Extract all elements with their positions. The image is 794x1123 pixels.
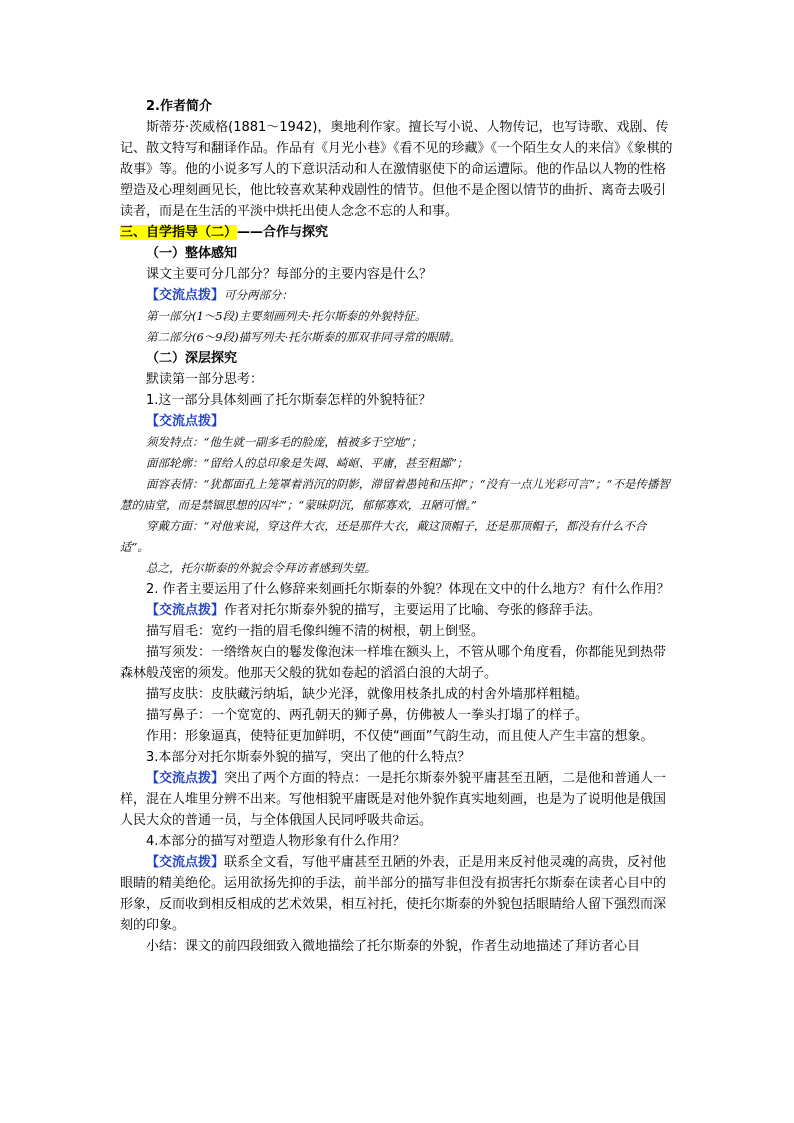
- question-1: 1.这一部分具体刻画了托尔斯泰怎样的外貌特征？: [146, 393, 432, 408]
- answer-parts: [120, 285, 675, 306]
- answer-1-summary: 总之，托尔斯泰的外貌会令拜访者感到失望。: [146, 561, 376, 575]
- answer-2-skin: 描写皮肤：皮肤藏污纳垢，缺少光泽，就像用枝条扎成的村舍外墙那样粗糙。: [146, 687, 589, 702]
- answer-part1: 第一部分(1～5段)主要刻画列夫·托尔斯泰的外貌特征。: [146, 309, 427, 323]
- summary-paragraph: 小结：课文的前四段细致入微地描绘了托尔斯泰的外貌，作者生动地描述了拜访者心目: [146, 939, 641, 954]
- answer-tag: 【交流点拨】: [146, 603, 225, 618]
- author-paragraph: 斯蒂芬·茨威格(1881～1942)，奥地利作家。擅长写小说、人物传记，也写诗歌、戏剧、传记、散文特写和翻译作品。作品有《月光小巷》《看不见的珍藏》《一个陌生女人的来信》《象棋的故事》等。他的小说多写人的下意识活动和人在激情驱使下的命运遭际。他的作品以人物的性格塑造及心理刻画见长，他比较喜欢某种戏剧性的情节。但他不是企图以情节的曲折、离奇去吸引读者，而是在生活的平淡中烘托出使人念念不忘的人和事。: [120, 120, 673, 219]
- heading-overall: （一）整体感知: [146, 246, 238, 261]
- document-body: [120, 96, 675, 957]
- answer-tag: 【交流点拨】: [146, 414, 225, 429]
- answer-tag: 【交流点拨】: [146, 288, 225, 303]
- answer-4-text: 联系全文看，写他平庸甚至丑陋的外表，正是用来反衬他灵魂的高贵，反衬他眼睛的精美绝伦。运用欲扬先抑的手法，前半部分的描写非但没有损害托尔斯泰在读者心目中的形象，反而收到相反相成的艺术效果，相互衬托，使托尔斯泰的外貌包括眼睛给人留下强烈而深刻的印象。: [120, 855, 667, 933]
- answer-2-beard: 描写须发：一绺绺灰白的鬈发像泡沫一样堆在额头上，不管从哪个角度看，你都能见到热带森林般茂密的须发。他那天父般的犹如卷起的滔滔白浪的大胡子。: [120, 645, 667, 681]
- answer-1-tag-line: [120, 411, 675, 432]
- section-heading-3-highlight: 三、自学指导（二）: [120, 225, 238, 240]
- question-3: 3.本部分对托尔斯泰外貌的描写，突出了他的什么特点？: [146, 750, 471, 765]
- answer-1-hair: 须发特点：“他生就一副多毛的脸庞，植被多于空地”；: [146, 435, 423, 449]
- answer-1-expression: 面容表情：“犹都面孔上笼罩着消沉的阴影，滞留着愚钝和压抑”；“没有一点儿光彩可言”；“不是传播智慧的庙堂，而是禁锢思想的囚牢”；“蒙昧阴沉，郁郁寡欢，丑陋可憎。”: [120, 477, 670, 512]
- answer-tag: 【交流点拨】: [146, 855, 225, 870]
- answer-1-dress: 穿戴方面：“对他来说，穿这件大衣，还是那件大衣，戴这顶帽子，还是那顶帽子，都没有什么不合适”。: [120, 519, 647, 554]
- section-heading-3: [120, 222, 675, 243]
- answer-2-lead: [120, 600, 675, 621]
- answer-parts-intro: 可分两部分：: [224, 288, 294, 302]
- answer-3: [120, 768, 675, 831]
- read-first: 默读第一部分思考：: [146, 372, 264, 387]
- answer-tag: 【交流点拨】: [146, 771, 225, 786]
- answer-2-lead-text: 作者对托尔斯泰外貌的描写，主要运用了比喻、夸张的修辞手法。: [224, 603, 602, 618]
- heading-deep: （二）深层探究: [146, 351, 238, 366]
- answer-2-effect: 作用：形象逼真，使特征更加鲜明，不仅使“画面”气韵生动，而且使人产生丰富的想象。: [146, 729, 654, 744]
- answer-1-face: 面部轮廓：“留给人的总印象是失调、崎岖、平庸，甚至粗鄙”；: [146, 456, 469, 470]
- question-parts: 课文主要可分几部分？每部分的主要内容是什么？: [146, 267, 433, 282]
- answer-2-brow: 描写眉毛：宽约一指的眉毛像纠缠不清的树根，朝上倒竖。: [146, 624, 485, 639]
- answer-3-text: 突出了两个方面的特点：一是托尔斯泰外貌平庸甚至丑陋，二是他和普通人一样，混在人堆里分辨不出来。写他相貌平庸既是对他外貌作真实地刻画，也是为了说明他是俄国人民大众的普通一员，与全体俄国人民同呼吸共命运。: [120, 771, 667, 828]
- question-4: 4.本部分的描写对塑造人物形象有什么作用？: [146, 834, 406, 849]
- answer-2-nose: 描写鼻子：一个宽宽的、两孔朝天的狮子鼻，仿佛被人一拳头打塌了的样子。: [146, 708, 589, 723]
- section-title-author: 2.作者简介: [146, 99, 212, 114]
- question-2: 2. 作者主要运用了什么修辞来刻画托尔斯泰的外貌？体现在文中的什么地方？有什么作用？: [146, 582, 670, 597]
- answer-part2: 第二部分(6～9段)描写列夫·托尔斯泰的那双非同寻常的眼睛。: [146, 330, 461, 344]
- answer-4: [120, 852, 675, 936]
- section-heading-3-sub: ——合作与探究: [237, 225, 329, 240]
